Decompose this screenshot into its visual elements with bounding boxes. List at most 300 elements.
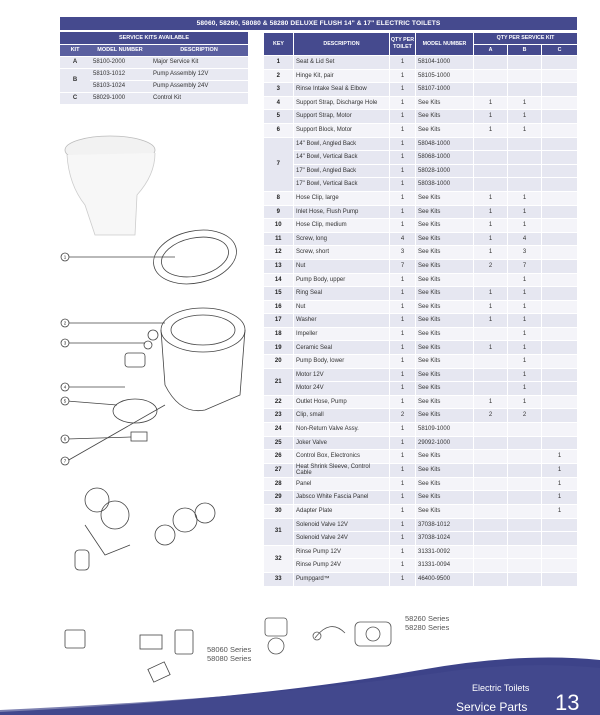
part-model: See Kits — [416, 246, 474, 260]
caption-right-2: 58280 Series — [405, 623, 450, 632]
part-b — [508, 491, 542, 505]
caption-left-2: 58080 Series — [207, 654, 252, 663]
part-key: 9 — [264, 205, 294, 219]
part-key: 28 — [264, 477, 294, 491]
parts-row — [264, 96, 578, 110]
part-b — [508, 164, 542, 178]
part-a — [474, 327, 508, 341]
part-a — [474, 477, 508, 491]
parts-row — [264, 56, 578, 70]
part-desc: Pump Body, upper — [294, 273, 390, 287]
part-qty: 1 — [390, 423, 416, 437]
part-b: 1 — [508, 300, 542, 314]
part-a: 1 — [474, 246, 508, 260]
part-c — [542, 69, 578, 83]
part-c — [542, 83, 578, 97]
part-b: 7 — [508, 259, 542, 273]
part-b — [508, 436, 542, 450]
part-c: 1 — [542, 477, 578, 491]
kit-desc: Control Kit — [150, 92, 248, 104]
part-desc: Ring Seal — [294, 287, 390, 301]
part-desc: Heat Shrink Sleeve, Control Cable — [294, 463, 390, 477]
part-qty: 7 — [390, 259, 416, 273]
part-model: See Kits — [416, 300, 474, 314]
parts-header-b: B — [508, 45, 542, 56]
part-c — [542, 545, 578, 559]
part-model: See Kits — [416, 232, 474, 246]
part-model: 31331-0092 — [416, 545, 474, 559]
kit-desc: Pump Assembly 12V — [150, 68, 248, 80]
part-b: 1 — [508, 382, 542, 396]
part-desc: Screw, short — [294, 246, 390, 260]
part-b: 1 — [508, 395, 542, 409]
parts-header-a: A — [474, 45, 508, 56]
part-key: 5 — [264, 110, 294, 124]
part-c: 1 — [542, 491, 578, 505]
part-a — [474, 559, 508, 573]
part-a — [474, 164, 508, 178]
part-desc: Hose Clip, medium — [294, 219, 390, 233]
part-c — [542, 518, 578, 532]
part-a: 1 — [474, 96, 508, 110]
part-a: 1 — [474, 205, 508, 219]
kit-letter: A — [60, 56, 90, 68]
kit-desc: Major Service Kit — [150, 56, 248, 68]
part-model: See Kits — [416, 355, 474, 369]
parts-row — [264, 151, 578, 165]
parts-header-c: C — [542, 45, 578, 56]
parts-header-qty: QTY PER TOILET — [390, 33, 416, 56]
part-b — [508, 450, 542, 464]
part-a: 1 — [474, 300, 508, 314]
part-key: 3 — [264, 83, 294, 97]
part-key: 14 — [264, 273, 294, 287]
part-a — [474, 83, 508, 97]
part-c — [542, 110, 578, 124]
part-qty: 1 — [390, 83, 416, 97]
part-key: 4 — [264, 96, 294, 110]
parts-row — [264, 450, 578, 464]
part-qty: 1 — [390, 559, 416, 573]
part-desc: Screw, long — [294, 232, 390, 246]
kits-header-desc: DESCRIPTION — [150, 44, 248, 56]
parts-row — [264, 178, 578, 192]
part-desc: 14" Bowl, Angled Back — [294, 137, 390, 151]
part-desc: Pump Body, lower — [294, 355, 390, 369]
part-model: 58028-1000 — [416, 164, 474, 178]
part-a — [474, 56, 508, 70]
parts-row — [264, 300, 578, 314]
parts-row — [264, 69, 578, 83]
kit-model: 58100-2000 — [90, 56, 150, 68]
part-b: 1 — [508, 314, 542, 328]
part-qty: 1 — [390, 137, 416, 151]
part-b — [508, 151, 542, 165]
part-desc: Nut — [294, 259, 390, 273]
part-model: See Kits — [416, 314, 474, 328]
part-model: 29092-1000 — [416, 436, 474, 450]
part-a: 1 — [474, 110, 508, 124]
part-a: 1 — [474, 287, 508, 301]
callout-1: 1 — [63, 254, 67, 260]
part-qty: 1 — [390, 191, 416, 205]
kit-desc: Pump Assembly 24V — [150, 80, 248, 92]
part-desc: Rinse Pump 12V — [294, 545, 390, 559]
caption-right-1: 58260 Series — [405, 614, 450, 623]
part-model: See Kits — [416, 327, 474, 341]
part-a: 1 — [474, 395, 508, 409]
parts-row — [264, 246, 578, 260]
part-model: See Kits — [416, 287, 474, 301]
part-model: See Kits — [416, 219, 474, 233]
part-key: 1 — [264, 56, 294, 70]
part-key: 20 — [264, 355, 294, 369]
part-model: 58068-1000 — [416, 151, 474, 165]
part-c — [542, 137, 578, 151]
kit-model: 58103-1024 — [90, 80, 150, 92]
page-number: 13 — [555, 690, 580, 715]
part-b: 1 — [508, 205, 542, 219]
part-desc: Non-Return Valve Assy. — [294, 423, 390, 437]
part-qty: 1 — [390, 368, 416, 382]
parts-header-model: MODEL NUMBER — [416, 33, 474, 56]
part-desc: Support Strap, Motor — [294, 110, 390, 124]
part-qty: 1 — [390, 450, 416, 464]
part-model: See Kits — [416, 273, 474, 287]
part-b — [508, 477, 542, 491]
kit-row — [60, 56, 248, 68]
parts-row — [264, 314, 578, 328]
part-key: 24 — [264, 423, 294, 437]
part-qty: 3 — [390, 246, 416, 260]
part-a: 2 — [474, 259, 508, 273]
parts-header-desc: DESCRIPTION — [294, 33, 390, 56]
part-key: 31 — [264, 518, 294, 545]
parts-row — [264, 273, 578, 287]
part-c: 1 — [542, 450, 578, 464]
part-c — [542, 56, 578, 70]
part-desc: 14" Bowl, Vertical Back — [294, 151, 390, 165]
part-b: 1 — [508, 368, 542, 382]
callout-6: 6 — [63, 436, 67, 442]
part-key: 27 — [264, 463, 294, 477]
part-key: 29 — [264, 491, 294, 505]
part-qty: 1 — [390, 123, 416, 137]
part-b — [508, 518, 542, 532]
part-qty: 1 — [390, 545, 416, 559]
part-model: 58109-1000 — [416, 423, 474, 437]
part-a — [474, 518, 508, 532]
part-key: 12 — [264, 246, 294, 260]
part-a — [474, 382, 508, 396]
part-qty: 1 — [390, 327, 416, 341]
kit-letter: B — [60, 68, 90, 92]
part-key: 32 — [264, 545, 294, 572]
part-qty: 1 — [390, 518, 416, 532]
part-b — [508, 423, 542, 437]
parts-row — [264, 287, 578, 301]
part-a — [474, 532, 508, 546]
parts-row — [264, 572, 578, 586]
kit-letter: C — [60, 92, 90, 104]
service-kits-table — [60, 32, 248, 105]
part-qty: 1 — [390, 572, 416, 586]
callout-4: 4 — [63, 384, 67, 390]
part-desc: Rinse Intake Seal & Elbow — [294, 83, 390, 97]
parts-row — [264, 395, 578, 409]
part-a — [474, 137, 508, 151]
part-c — [542, 232, 578, 246]
part-b — [508, 559, 542, 573]
part-c — [542, 300, 578, 314]
part-qty: 1 — [390, 355, 416, 369]
part-desc: Motor 24V — [294, 382, 390, 396]
part-qty: 1 — [390, 532, 416, 546]
part-c — [542, 287, 578, 301]
part-b — [508, 572, 542, 586]
part-b — [508, 463, 542, 477]
part-key: 13 — [264, 259, 294, 273]
part-key: 7 — [264, 137, 294, 191]
part-a: 1 — [474, 314, 508, 328]
part-b: 1 — [508, 273, 542, 287]
part-qty: 1 — [390, 178, 416, 192]
part-b: 4 — [508, 232, 542, 246]
part-b — [508, 505, 542, 519]
part-model: 37038-1024 — [416, 532, 474, 546]
part-b: 1 — [508, 96, 542, 110]
part-c — [542, 151, 578, 165]
part-desc: Clip, small — [294, 409, 390, 423]
part-model: See Kits — [416, 259, 474, 273]
part-desc: Adapter Plate — [294, 505, 390, 519]
part-model: See Kits — [416, 409, 474, 423]
part-c — [542, 96, 578, 110]
callout-7: 7 — [63, 458, 67, 464]
part-key: 21 — [264, 368, 294, 395]
part-a — [474, 450, 508, 464]
part-key: 25 — [264, 436, 294, 450]
kit-row — [60, 92, 248, 104]
caption-left-1: 58060 Series — [207, 645, 252, 654]
part-c — [542, 341, 578, 355]
part-a — [474, 151, 508, 165]
kits-header-model: MODEL NUMBER — [90, 44, 150, 56]
part-a — [474, 491, 508, 505]
parts-row — [264, 205, 578, 219]
parts-row — [264, 219, 578, 233]
part-c — [542, 164, 578, 178]
part-model: See Kits — [416, 341, 474, 355]
parts-row — [264, 477, 578, 491]
part-key: 18 — [264, 327, 294, 341]
part-c — [542, 436, 578, 450]
part-c — [542, 355, 578, 369]
kit-row — [60, 68, 248, 80]
part-c — [542, 191, 578, 205]
part-qty: 4 — [390, 232, 416, 246]
part-a: 1 — [474, 341, 508, 355]
part-desc: Solenoid Valve 24V — [294, 532, 390, 546]
part-a: 1 — [474, 191, 508, 205]
part-key: 30 — [264, 505, 294, 519]
part-b — [508, 56, 542, 70]
part-b: 1 — [508, 219, 542, 233]
part-model: See Kits — [416, 491, 474, 505]
part-desc: Motor 12V — [294, 368, 390, 382]
part-desc: Panel — [294, 477, 390, 491]
part-a: 2 — [474, 409, 508, 423]
parts-header-kit: QTY PER SERVICE KIT — [474, 33, 578, 45]
part-key: 26 — [264, 450, 294, 464]
part-model: 37038-1012 — [416, 518, 474, 532]
part-c — [542, 423, 578, 437]
part-desc: Pumpgard™ — [294, 572, 390, 586]
parts-row — [264, 327, 578, 341]
part-qty: 1 — [390, 151, 416, 165]
part-a — [474, 355, 508, 369]
part-b: 3 — [508, 246, 542, 260]
caption-right — [405, 614, 449, 632]
part-model: See Kits — [416, 463, 474, 477]
part-key: 22 — [264, 395, 294, 409]
part-b: 1 — [508, 110, 542, 124]
part-a: 1 — [474, 219, 508, 233]
part-a — [474, 436, 508, 450]
part-key: 23 — [264, 409, 294, 423]
parts-row — [264, 259, 578, 273]
part-desc: Hose Clip, large — [294, 191, 390, 205]
part-qty: 1 — [390, 314, 416, 328]
toilet-photo — [65, 136, 155, 235]
part-qty: 1 — [390, 341, 416, 355]
callout-3: 3 — [63, 340, 67, 346]
callout-2: 2 — [63, 320, 67, 326]
part-model: See Kits — [416, 368, 474, 382]
part-desc: Ceramic Seal — [294, 341, 390, 355]
parts-row — [264, 505, 578, 519]
kit-model: 58029-1000 — [90, 92, 150, 104]
part-model: 31331-0094 — [416, 559, 474, 573]
part-b — [508, 137, 542, 151]
part-a — [474, 463, 508, 477]
part-b: 1 — [508, 287, 542, 301]
part-key: 19 — [264, 341, 294, 355]
part-desc: 17" Bowl, Angled Back — [294, 164, 390, 178]
part-c: 1 — [542, 505, 578, 519]
part-qty: 1 — [390, 205, 416, 219]
part-desc: Impeller — [294, 327, 390, 341]
part-desc: Control Box, Electronics — [294, 450, 390, 464]
part-model: See Kits — [416, 395, 474, 409]
part-key: 17 — [264, 314, 294, 328]
parts-row — [264, 341, 578, 355]
part-model: 58105-1000 — [416, 69, 474, 83]
part-model: 58104-1000 — [416, 56, 474, 70]
part-c — [542, 395, 578, 409]
part-desc: Nut — [294, 300, 390, 314]
part-qty: 1 — [390, 273, 416, 287]
part-c — [542, 382, 578, 396]
parts-row — [264, 232, 578, 246]
part-c — [542, 123, 578, 137]
part-qty: 1 — [390, 395, 416, 409]
parts-row — [264, 409, 578, 423]
parts-row — [264, 110, 578, 124]
parts-row — [264, 491, 578, 505]
footer-subtitle: Service Parts — [456, 700, 528, 714]
part-model: See Kits — [416, 191, 474, 205]
part-c — [542, 259, 578, 273]
part-model: See Kits — [416, 96, 474, 110]
parts-row — [264, 137, 578, 151]
parts-row — [264, 123, 578, 137]
part-qty: 1 — [390, 491, 416, 505]
part-a — [474, 505, 508, 519]
part-qty: 1 — [390, 219, 416, 233]
part-c — [542, 532, 578, 546]
part-a — [474, 368, 508, 382]
part-key: 33 — [264, 572, 294, 586]
part-b: 1 — [508, 355, 542, 369]
part-c: 1 — [542, 463, 578, 477]
part-model: 58048-1000 — [416, 137, 474, 151]
part-desc: Outlet Hose, Pump — [294, 395, 390, 409]
part-model: See Kits — [416, 110, 474, 124]
part-desc: Inlet Hose, Flush Pump — [294, 205, 390, 219]
part-c — [542, 572, 578, 586]
part-c — [542, 205, 578, 219]
parts-row — [264, 164, 578, 178]
part-qty: 1 — [390, 287, 416, 301]
part-qty: 1 — [390, 56, 416, 70]
part-qty: 1 — [390, 382, 416, 396]
parts-row — [264, 545, 578, 559]
part-c — [542, 178, 578, 192]
parts-row — [264, 382, 578, 396]
part-desc: Joker Valve — [294, 436, 390, 450]
page-banner: 58060, 58260, 58080 & 58280 DELUXE FLUSH 14" & 17" ELECTRIC TOILETS — [60, 17, 577, 30]
part-qty: 1 — [390, 477, 416, 491]
part-desc: Washer — [294, 314, 390, 328]
part-key: 6 — [264, 123, 294, 137]
part-b — [508, 532, 542, 546]
part-c — [542, 246, 578, 260]
kit-model: 58103-1012 — [90, 68, 150, 80]
part-a — [474, 545, 508, 559]
part-qty: 1 — [390, 110, 416, 124]
part-qty: 1 — [390, 69, 416, 83]
parts-row — [264, 532, 578, 546]
part-desc: Support Strap, Discharge Hole — [294, 96, 390, 110]
part-b: 1 — [508, 191, 542, 205]
parts-row — [264, 463, 578, 477]
part-qty: 1 — [390, 505, 416, 519]
callout-5: 5 — [63, 398, 67, 404]
part-b: 1 — [508, 327, 542, 341]
part-a — [474, 273, 508, 287]
part-model: See Kits — [416, 477, 474, 491]
parts-row — [264, 368, 578, 382]
part-desc: 17" Bowl, Vertical Back — [294, 178, 390, 192]
part-c — [542, 368, 578, 382]
part-b: 2 — [508, 409, 542, 423]
part-qty: 1 — [390, 164, 416, 178]
part-desc: Support Block, Motor — [294, 123, 390, 137]
part-a — [474, 178, 508, 192]
part-key: 16 — [264, 300, 294, 314]
part-a — [474, 572, 508, 586]
